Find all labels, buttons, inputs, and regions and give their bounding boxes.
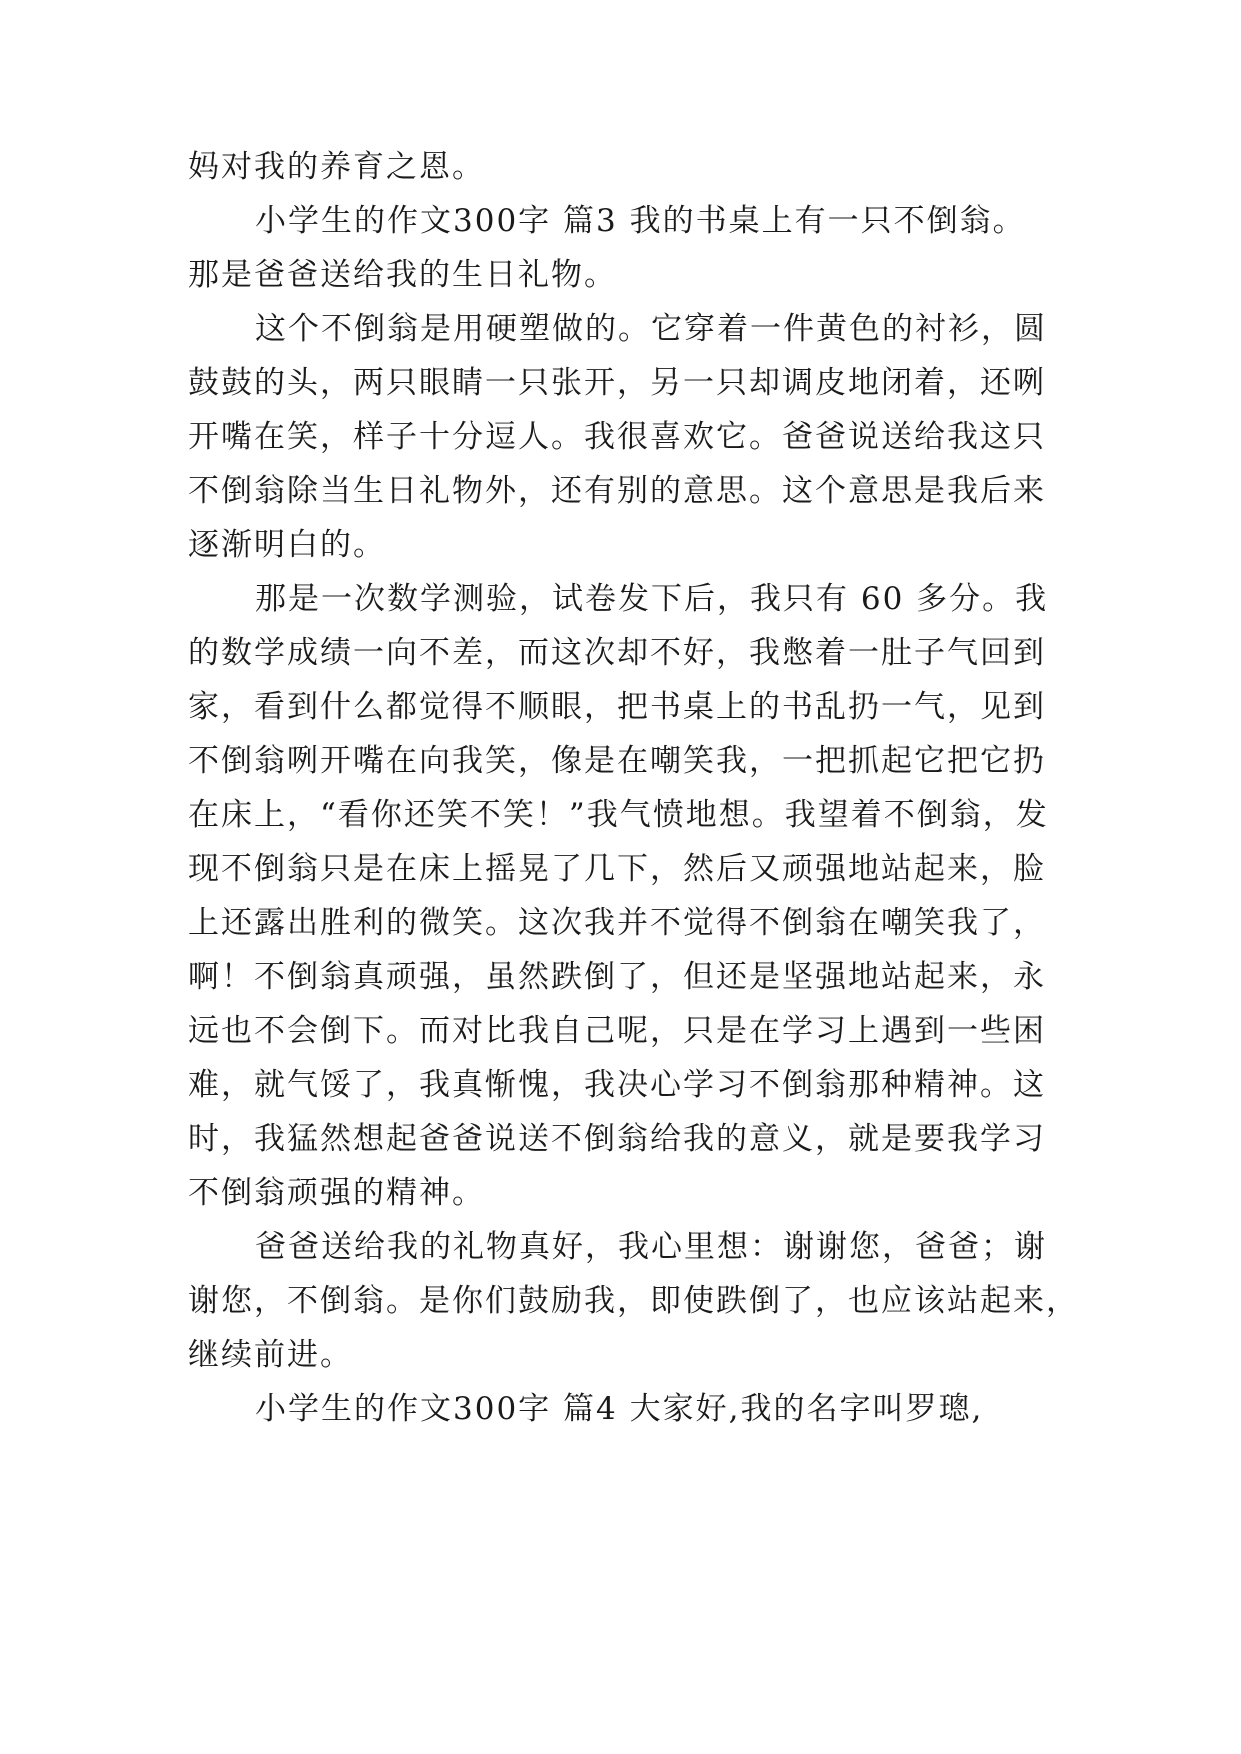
text-line: 的数学成绩一向不差，而这次却不好，我憋着一肚子气回到 (188, 635, 1046, 671)
text-line: 上还露出胜利的微笑。这次我并不觉得不倒翁在嘲笑我了， (188, 905, 1046, 941)
text-line: 不倒翁咧开嘴在向我笑，像是在嘲笑我，一把抓起它把它扔 (188, 743, 1046, 779)
paragraph-start-line: 那是一次数学测验，试卷发下后，我只有 60 多分。我 (255, 581, 1049, 617)
text-line: 家，看到什么都觉得不顺眼，把书桌上的书乱扔一气，见到 (188, 689, 1046, 725)
text-line: 时，我猛然想起爸爸说送不倒翁给我的意义，就是要我学习 (188, 1121, 1046, 1157)
text-line: 难，就气馁了，我真惭愧，我决心学习不倒翁那种精神。这 (188, 1067, 1046, 1103)
section-heading-line: 小学生的作文300字 篇3 我的书桌上有一只不倒翁。 (255, 203, 1026, 239)
text-line: 远也不会倒下。而对比我自己呢，只是在学习上遇到一些困 (188, 1013, 1046, 1049)
text-line: 继续前进。 (188, 1337, 353, 1373)
text-line: 鼓鼓的头，两只眼睛一只张开，另一只却调皮地闭着，还咧 (188, 365, 1046, 401)
paragraph-start-line: 爸爸送给我的礼物真好，我心里想：谢谢您，爸爸；谢 (255, 1229, 1047, 1265)
text-line: 逐渐明白的。 (188, 527, 386, 563)
section-heading-line: 小学生的作文300字 篇4 大家好,我的名字叫罗璁, (255, 1391, 984, 1427)
text-line: 不倒翁除当生日礼物外，还有别的意思。这个意思是我后来 (188, 473, 1046, 509)
text-line: 现不倒翁只是在床上摇晃了几下，然后又顽强地站起来，脸 (188, 851, 1046, 887)
text-line: 啊！不倒翁真顽强，虽然跌倒了，但还是坚强地站起来，永 (188, 959, 1046, 995)
text-line: 谢您，不倒翁。是你们鼓励我，即使跌倒了，也应该站起来， (188, 1283, 1079, 1319)
text-line: 开嘴在笑，样子十分逗人。我很喜欢它。爸爸说送给我这只 (188, 419, 1046, 455)
text-line: 那是爸爸送给我的生日礼物。 (188, 257, 617, 293)
paragraph-start-line: 这个不倒翁是用硬塑做的。它穿着一件黄色的衬衫，圆 (255, 311, 1047, 347)
text-line: 不倒翁顽强的精神。 (188, 1175, 485, 1211)
text-line: 在床上，“看你还笑不笑！”我气愤地想。我望着不倒翁，发 (188, 797, 1049, 833)
text-line: 妈对我的养育之恩。 (188, 149, 485, 185)
